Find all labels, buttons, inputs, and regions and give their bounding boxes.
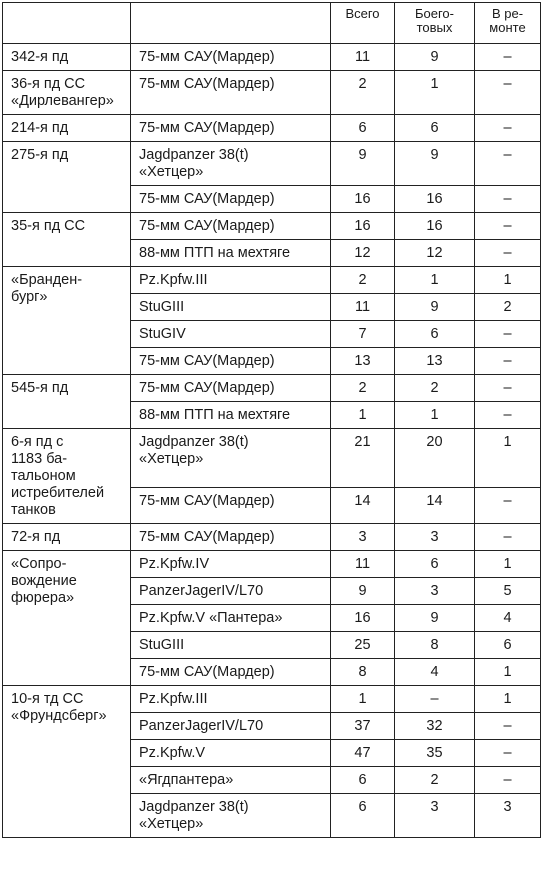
unit-cell	[3, 429, 131, 524]
text-line: StuGIII	[139, 299, 185, 315]
text-line: 75-мм САУ(Мардер)	[139, 120, 275, 136]
unit-cell	[3, 375, 131, 429]
text-line: «Фрундсберг»	[11, 708, 107, 724]
text-line: «Ягдпантера»	[139, 772, 234, 788]
vehicle-type-cell	[131, 294, 331, 321]
total-cell: 21	[331, 429, 395, 488]
repair-cell: 4	[475, 605, 541, 632]
total-cell: 12	[331, 240, 395, 267]
ready-cell: 16	[395, 213, 475, 240]
ready-cell: 13	[395, 348, 475, 375]
text-line: фюрера»	[11, 590, 75, 606]
vehicle-type-cell	[131, 240, 331, 267]
repair-cell: –	[475, 142, 541, 186]
vehicle-type-cell	[131, 348, 331, 375]
text-line: 75-мм САУ(Мардер)	[139, 218, 275, 234]
text-line: 75-мм САУ(Мардер)	[139, 380, 275, 396]
repair-cell: –	[475, 115, 541, 142]
repair-cell: –	[475, 487, 541, 523]
total-cell: 6	[331, 767, 395, 794]
text-line: 88-мм ПТП на мехтяге	[139, 245, 291, 261]
ready-cell: 9	[395, 605, 475, 632]
vehicle-type-cell	[131, 524, 331, 551]
total-cell: 2	[331, 71, 395, 115]
total-cell: 2	[331, 267, 395, 294]
total-cell: 16	[331, 213, 395, 240]
vehicle-type-cell	[131, 213, 331, 240]
repair-cell: 5	[475, 578, 541, 605]
vehicle-type-cell	[131, 375, 331, 402]
total-cell: 7	[331, 321, 395, 348]
total-cell: 14	[331, 487, 395, 523]
table-row	[3, 551, 541, 578]
text-line: 75-мм САУ(Мардер)	[139, 492, 275, 509]
total-cell: 11	[331, 551, 395, 578]
repair-cell: –	[475, 321, 541, 348]
vehicle-type-cell	[131, 794, 331, 838]
table-row	[3, 115, 541, 142]
text-line: «Дирлевангер»	[11, 93, 114, 109]
table-row	[3, 44, 541, 71]
vehicle-type-cell	[131, 115, 331, 142]
ready-cell: 9	[395, 44, 475, 71]
header-total	[331, 3, 395, 44]
repair-cell: –	[475, 71, 541, 115]
text-line: В ре-	[491, 6, 524, 21]
table-row	[3, 429, 541, 488]
text-line: 75-мм САУ(Мардер)	[139, 76, 275, 92]
unit-cell	[3, 213, 131, 267]
text-line: 6-я пд с	[11, 434, 64, 450]
total-cell: 1	[331, 686, 395, 713]
text-line: 275-я пд	[11, 147, 69, 163]
total-cell: 9	[331, 578, 395, 605]
vehicle-type-cell	[131, 713, 331, 740]
table-row	[3, 686, 541, 713]
header-vehicle-type	[131, 3, 331, 44]
vehicle-type-cell	[131, 429, 331, 488]
text-line: тальоном	[11, 468, 76, 484]
vehicle-type-cell	[131, 402, 331, 429]
vehicle-type-cell	[131, 605, 331, 632]
text-line: 75-мм САУ(Мардер)	[139, 191, 275, 207]
text-line: «Хетцер»	[139, 816, 204, 832]
text-line: Pz.Kpfw.V «Пантера»	[139, 610, 283, 626]
text-line: 35-я пд СС	[11, 218, 86, 234]
text-line: Боего-	[414, 6, 454, 21]
table-header-row	[3, 3, 541, 44]
table-row	[3, 267, 541, 294]
text-line: 72-я пд	[11, 529, 61, 545]
table-row	[3, 375, 541, 402]
text-line: 36-я пд СС	[11, 76, 86, 92]
total-cell: 16	[331, 605, 395, 632]
text-line: «Сопро-	[11, 556, 67, 572]
repair-cell: –	[475, 524, 541, 551]
text-line: StuGIV	[139, 326, 186, 342]
header-unit	[3, 3, 131, 44]
ready-cell: 3	[395, 794, 475, 838]
vehicle-type-cell	[131, 578, 331, 605]
text-line: «Хетцер»	[139, 164, 204, 180]
vehicle-type-cell	[131, 44, 331, 71]
vehicle-type-cell	[131, 659, 331, 686]
repair-cell: 2	[475, 294, 541, 321]
ready-cell: 9	[395, 142, 475, 186]
ready-cell: 2	[395, 375, 475, 402]
ready-cell: 1	[395, 402, 475, 429]
ready-cell: 6	[395, 321, 475, 348]
text-line: 214-я пд	[11, 120, 69, 136]
text-line: 75-мм САУ(Мардер)	[139, 664, 275, 680]
repair-cell: –	[475, 213, 541, 240]
repair-cell: –	[475, 44, 541, 71]
text-line: Pz.Kpfw.IV	[139, 556, 210, 572]
text-line: Pz.Kpfw.III	[139, 272, 208, 288]
total-cell: 16	[331, 186, 395, 213]
vehicle-type-cell	[131, 267, 331, 294]
text-line: 1183 ба-	[11, 451, 68, 467]
total-cell: 3	[331, 524, 395, 551]
total-cell: 8	[331, 659, 395, 686]
text-line: 10-я тд СС	[11, 691, 84, 707]
text-line: PanzerJagerIV/L70	[139, 583, 264, 599]
repair-cell: 6	[475, 632, 541, 659]
text-line: StuGIII	[139, 637, 185, 653]
table-row	[3, 71, 541, 115]
text-line: 75-мм САУ(Мардер)	[139, 49, 275, 65]
table-row	[3, 524, 541, 551]
text-line: 342-я пд	[11, 49, 69, 65]
text-line: танков	[11, 502, 56, 518]
text-line: Jagdpanzer 38(t)	[139, 434, 249, 450]
repair-cell: –	[475, 240, 541, 267]
ready-cell: 2	[395, 767, 475, 794]
repair-cell: 1	[475, 551, 541, 578]
repair-cell: –	[475, 713, 541, 740]
total-cell: 37	[331, 713, 395, 740]
repair-cell: 1	[475, 429, 541, 488]
text-line: Pz.Kpfw.V	[139, 745, 206, 761]
total-cell: 11	[331, 44, 395, 71]
vehicle-type-cell	[131, 142, 331, 186]
ready-cell: 16	[395, 186, 475, 213]
text-line: Jagdpanzer 38(t)	[139, 799, 249, 815]
vehicle-type-cell	[131, 551, 331, 578]
ready-cell: 14	[395, 487, 475, 523]
repair-cell: –	[475, 375, 541, 402]
text-line: «Бранден-	[11, 272, 83, 288]
ready-cell: 3	[395, 578, 475, 605]
text-line: Pz.Kpfw.III	[139, 691, 208, 707]
repair-cell: 1	[475, 686, 541, 713]
unit-cell	[3, 142, 131, 213]
text-line: 545-я пд	[11, 380, 69, 396]
unit-cell	[3, 267, 131, 375]
total-cell: 2	[331, 375, 395, 402]
ready-cell: 32	[395, 713, 475, 740]
repair-cell: –	[475, 186, 541, 213]
text-line: 75-мм САУ(Мардер)	[139, 353, 275, 369]
vehicle-type-cell	[131, 767, 331, 794]
text-line: монте	[489, 20, 526, 35]
vehicle-strength-table	[2, 2, 541, 838]
vehicle-type-cell	[131, 686, 331, 713]
repair-cell: 1	[475, 659, 541, 686]
ready-cell: 6	[395, 551, 475, 578]
table-row	[3, 213, 541, 240]
total-cell: 47	[331, 740, 395, 767]
vehicle-type-cell	[131, 71, 331, 115]
repair-cell: 1	[475, 267, 541, 294]
unit-cell	[3, 686, 131, 838]
text-line: товых	[416, 20, 453, 35]
total-cell: 9	[331, 142, 395, 186]
total-cell: 25	[331, 632, 395, 659]
ready-cell: 35	[395, 740, 475, 767]
unit-cell	[3, 524, 131, 551]
repair-cell: –	[475, 402, 541, 429]
text-line: Jagdpanzer 38(t)	[139, 147, 249, 163]
total-cell: 1	[331, 402, 395, 429]
total-cell: 11	[331, 294, 395, 321]
text-line: вождение	[11, 573, 77, 589]
ready-cell: 3	[395, 524, 475, 551]
text-line: бург»	[11, 289, 48, 305]
ready-cell: 4	[395, 659, 475, 686]
table-body	[3, 44, 541, 838]
text-line: 88-мм ПТП на мехтяге	[139, 407, 291, 423]
header-ready	[395, 3, 475, 44]
vehicle-type-cell	[131, 186, 331, 213]
total-cell: 13	[331, 348, 395, 375]
text-line: PanzerJagerIV/L70	[139, 718, 264, 734]
unit-cell	[3, 551, 131, 686]
unit-cell	[3, 44, 131, 71]
repair-cell: –	[475, 740, 541, 767]
ready-cell: –	[395, 686, 475, 713]
text-line: истребителей	[11, 485, 105, 501]
vehicle-type-cell	[131, 487, 331, 523]
ready-cell: 6	[395, 115, 475, 142]
ready-cell: 1	[395, 267, 475, 294]
text-line: «Хетцер»	[139, 451, 204, 467]
ready-cell: 20	[395, 429, 475, 488]
total-cell: 6	[331, 115, 395, 142]
vehicle-type-cell	[131, 632, 331, 659]
vehicle-type-cell	[131, 740, 331, 767]
unit-cell	[3, 115, 131, 142]
vehicle-type-cell	[131, 321, 331, 348]
ready-cell: 12	[395, 240, 475, 267]
repair-cell: 3	[475, 794, 541, 838]
text-line: 75-мм САУ(Мардер)	[139, 529, 275, 545]
ready-cell: 9	[395, 294, 475, 321]
text-line: Всего	[345, 6, 380, 21]
unit-cell	[3, 71, 131, 115]
ready-cell: 1	[395, 71, 475, 115]
total-cell: 6	[331, 794, 395, 838]
repair-cell: –	[475, 767, 541, 794]
ready-cell: 8	[395, 632, 475, 659]
repair-cell: –	[475, 348, 541, 375]
table-row	[3, 142, 541, 186]
header-repair	[475, 3, 541, 44]
